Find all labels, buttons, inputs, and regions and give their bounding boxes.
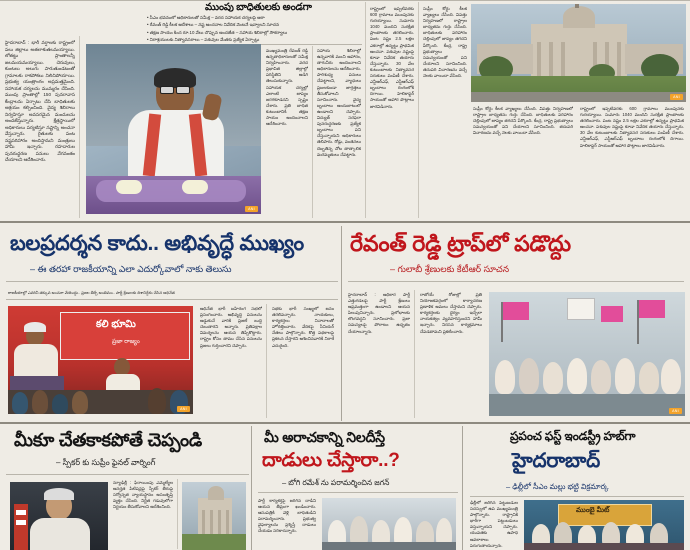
- rally-banner-text-2: ప్రజా రాజ్యం: [112, 339, 140, 345]
- rally-banner-text-1: కలి భూమి: [96, 319, 136, 330]
- top-column-6: సుప్రీం కోర్టు కీలక వ్యాఖ్యలు చేసింది. విపత్తు నిర్వహణలో రాష్ట్రాల బాధ్యతను గుర్తు చేసింది. బాధితులకు పరిహారం చెల్లింపులో జాప్యం తగదని పేర్కొంది. కేంద్ర, రాష్ట్ర ప్రభుత్వాలు సమన్వయంతో పని చేయాలని సూచించింది. తదుపరి విచారణను వచ్చే నెలకు వాయిదా వేసింది.: [473, 106, 573, 136]
- top-strip-headline: ముంపు బాధితులకు అండగా: [205, 2, 312, 13]
- mid-left-kicker: రాజకీయాల్లో ఎవరినీ తక్కువ అంచనా వేయొద్దు.. ప్రజల తీర్పే అంతిమం.. పార్టీ శ్రేణులకు దిశానిర్దేశం చేసిన అధినేత: [8, 290, 175, 295]
- bottom-right-headline-1: ప్రపంచ ఫస్ట్ ఇండస్ట్రీ హబ్‌గా: [510, 429, 636, 443]
- mid-left-subheadline: – ఈ తరహా రాజకీయాన్ని ఎలా ఎదుర్కోవాలో నాకు తెలుసు: [30, 264, 232, 274]
- bottom-center-subheadline: – బోగి రమేశ్ ను పరామర్శించిన జగన్: [282, 478, 390, 487]
- bullet-4: • నిరాశ్రయులకు నిత్యావసరాలు – పశువుల మేతకు ప్రత్యేక ఏర్పాట్లు: [147, 37, 260, 43]
- stage-board-text: ముంబై మీట్: [576, 507, 610, 514]
- mid-left-headline: బలప్రదర్శన కాదు.. అభివృద్ధే ముఖ్యం: [10, 232, 304, 255]
- photo-public-rally: [8, 306, 193, 414]
- photo-supreme-court: [471, 4, 686, 102]
- photo-credit-badge-3: ANI: [177, 406, 190, 412]
- photo-credit-badge-4: ANI: [669, 408, 682, 414]
- photo-speaker-portrait: [10, 482, 108, 550]
- top-column-7: రాష్ట్రంలో ఇప్పటివరకు 600 గ్రామాలు ముంపునకు గురయ్యాయి. సుమారు 1040 మందిని సురక్షిత ప్రాంతాలకు తరలించారు. పంట నష్టం 2.5 లక్షల ఎకరాల్లో ఉన్నట్టు ప్రాథమిక అంచనా. పశువుల నష్టంపై కూడా నివేదిక తయారు చేస్తున్నారు. 30 వేల కుటుంబాలకు నిత్యావసర సరుకులు పంపిణీ చేశారు. ఎన్డీఆర్ఎఫ్, ఎస్డీఆర్ఎఫ్ బృందాలు రంగంలోకి దిగాయి. హెలికాప్టర్ సాయంతో ఆహార పొట్లాలు జారవిడిచారు.: [580, 106, 684, 148]
- bottom-left-subheadline: – స్పీకర్ కు సుప్రీం ఫైనల్ వార్నింగ్: [56, 458, 156, 467]
- photo-protest-gathering: [489, 292, 685, 416]
- top-column-3: సహాయ శిబిరాల్లో ఉన్నవారికి మంచి ఆహారం, తాగునీరు అందించాలని అధికారులను ఆదేశించారు. పారిశుధ్య పనులు చేపట్టాలని, వ్యాధులు ప్రబలకుండా జాగ్రత్తలు తీసుకోవాలని సూచించారు. వైద్య బృందాలు అందుబాటులో ఉండాలని చెప్పారు. విద్యుత్ సరఫరా పునరుద్ధరణకు ప్రత్యేక బృందాలు పని చేస్తున్నాయని అధికారులు తెలిపారు. రోడ్లు, వంతెనలు దెబ్బతిన్న చోట తాత్కాలిక మరమ్మతులు చేపట్టారు.: [317, 48, 361, 157]
- bullet-1: • సీఎం భవనంలో అధికారులతో సమీక్ష – వరద సహాయక చర్యలపై ఆరా: [147, 15, 265, 20]
- bottom-left-headline: మీకూ చేతకాకపోతే చెప్పండి: [14, 430, 203, 450]
- bottom-right-subheadline: – ఢిల్లీలో సీఎం మల్లు భట్టి విక్రమార్క: [506, 482, 609, 491]
- photo-stage-event: [524, 500, 684, 550]
- mid-right-headline: రేవంత్ రెడ్డి ట్రాప్‌లో పడొద్దు: [350, 231, 571, 256]
- bottom-left-column: న్యూఢిల్లీ : ఫిరాయింపు ఎమ్మెల్యేల అనర్హత పిటిషన్లపై స్పీకర్ తీరుపై సర్వోన్నత న్యాయస్థానం అసంతృప్తి వ్యక్తం చేసింది. నిర్ణీత గడువులోగా నిర్ణయం తీసుకోవాలని ఆదేశించింది.: [113, 480, 173, 510]
- photo-leader-speaking: [86, 44, 261, 214]
- photo-hospital-visit: [322, 498, 456, 550]
- mid-right-column-2: రాబోయే రోజుల్లో ప్రతి నియోజకవర్గంలో కార్యాచరణ ప్రణాళిక అమలు చేస్తామని చెప్పారు. కార్యకర్తలకు ధైర్యం ఇచ్చేలా నాయకత్వం వ్యవహరిస్తుందని హామీ ఇచ్చారు. నిరసన కార్యక్రమాలు చేపడతామని ప్రకటించారు.: [420, 292, 482, 334]
- bottom-center-headline-2: దాడులు చేస్తారా..?: [262, 450, 400, 471]
- bullet-2: • రేవంత్ రెడ్డి కీలక ఆదేశాలు – నష్ట అంచనాల నివేదిక వెంటనే ఇవ్వాలని సూచన: [147, 22, 280, 28]
- mid-center-column: సభకు భారీ సంఖ్యలో జనం తరలివచ్చారు. నాయకులు, కార్యకర్తలు నినాదాలతో హోరెత్తించారు. వేదికపై సీనియర్ నేతలు పాల్గొన్నారు. కొత్త పథకాలపై ప్రకటన చేస్తారని ఆశించినవారికి నిరాశే ఎదురైంది.: [272, 306, 334, 348]
- bottom-center-headline-1: మీ అరాచకాన్ని నిలదీస్తే: [264, 429, 385, 445]
- mid-right-subheadline: – గులాబీ శ్రేణులకు కేటీఆర్ సూచన: [390, 264, 510, 274]
- bottom-right-column: ఢిల్లీలో జరిగిన పెట్టుబడుల సదస్సులో ఉప ముఖ్యమంత్రి పాల్గొన్నారు. రాష్ట్రానికి భారీగా పెట్టుబడులు వస్తున్నాయని చెప్పారు. యువతకు ఉపాధి అవకాశాలు పెరుగుతాయన్నారు.: [470, 500, 518, 548]
- bullet-3: • తక్షణ సాయం కింద రూ.10 వేలు చొప్పున అందజేత – సహాయ శిబిరాల్లో సౌకర్యాలు: [147, 29, 288, 35]
- bottom-right-headline-2: హైదరాబాద్: [512, 450, 601, 472]
- mid-left-column: అధినేత భారీ బహిరంగ సభలో ప్రసంగించారు. అభివృద్ధి పనులను అడ్డుకునే వారికి ప్రజలే బుద్ధి చెబుతారని అన్నారు. ప్రతిపక్షాల విమర్శలను ఆయన తిప్పికొట్టారు. రాష్ట్రం కోసం తాము చేసిన పనులను ప్రజలు గుర్తించారని చెప్పారు.: [200, 306, 262, 348]
- photo-court-building-small: [182, 482, 246, 550]
- photo-credit-badge-2: ANI: [670, 94, 683, 100]
- top-column-5: సుప్రీం కోర్టు కీలక వ్యాఖ్యలు చేసింది. విపత్తు నిర్వహణలో రాష్ట్రాల బాధ్యతను గుర్తు చేసింది. బాధితులకు పరిహారం చెల్లింపులో జాప్యం తగదని పేర్కొంది. కేంద్ర, రాష్ట్ర ప్రభుత్వాలు సమన్వయంతో పని చేయాలని సూచించింది. తదుపరి విచారణను వచ్చే నెలకు వాయిదా వేసింది.: [423, 6, 467, 79]
- top-left-column: హైదరాబాద్ : భారీ వర్షాలకు రాష్ట్రంలో పలు జిల్లాలు అతలాకుతలమయ్యాయి. లోతట్టు ప్రాంతాలన్నీ జలమయమయ్యాయి. చెరువులు, కుంటలు అలుగు పారుతుండటంతో గ్రామాలకు రాకపోకలు నిలిచిపోయాయి. ప్రభుత్వ యంత్రాంగం అప్రమత్తమైంది. సహాయక చర్యలను ముమ్మరం చేసింది. ముంపు ప్రాంతాల్లో 150 పునరావాస కేంద్రాలను ఏర్పాటు చేసి బాధితులకు ఆశ్రయం కల్పించింది. వైద్య శిబిరాలు నిర్వహిస్తూ అవసరమైన మందులను అందజేస్తున్నారు. క్షేత్రస్థాయిలో అధికారులు పర్యటిస్తూ నష్టాన్ని అంచనా వేస్తున్నారు. రైతులకు పంట నష్టపరిహారం అందిస్తామని మంత్రులు హామీ ఇచ్చారు. రహదారుల పునరుద్ధరణ పనులు వేగవంతం చేయాలని ఆదేశించారు.: [5, 40, 75, 163]
- top-center-column: ముఖ్యమంత్రి రేవంత్ రెడ్డి ఉన్నతాధికారులతో సమీక్ష నిర్వహించారు. వరద ప్రభావిత జిల్లాల్లో పరిస్థితిని అడిగి తెలుసుకున్నారు. సహాయక చర్యల్లో ఎలాంటి జాప్యం జరగకూడదని స్పష్టం చేశారు. ప్రతి బాధిత కుటుంబానికి తక్షణ సాయం అందించాలని ఆదేశించారు.: [266, 48, 308, 127]
- mid-right-column-1: హైదరాబాద్ : అధికార పార్టీ ఎత్తుగడలపై పార్టీ శ్రేణులు అప్రమత్తంగా ఉండాలని ఆయన పిలుపునిచ్చారు. ప్రలోభాలకు లొంగవద్దని సూచించారు. ప్రజా సమస్యలపై పోరాటం ఉధృతం చేయాలన్నారు.: [348, 292, 410, 334]
- top-column-4: రాష్ట్రంలో ఇప్పటివరకు 600 గ్రామాలు ముంపునకు గురయ్యాయి. సుమారు 1040 మందిని సురక్షిత ప్రాంతాలకు తరలించారు. పంట నష్టం 2.5 లక్షల ఎకరాల్లో ఉన్నట్టు ప్రాథమిక అంచనా. పశువుల నష్టంపై కూడా నివేదిక తయారు చేస్తున్నారు. 30 వేల కుటుంబాలకు నిత్యావసర సరుకులు పంపిణీ చేశారు. ఎన్డీఆర్ఎఫ్, ఎస్డీఆర్ఎఫ్ బృందాలు రంగంలోకి దిగాయి. హెలికాప్టర్ సాయంతో ఆహార పొట్లాలు జారవిడిచారు.: [370, 6, 414, 109]
- top-bullets: [147, 14, 362, 44]
- photo-credit-badge-1: ANI: [245, 206, 258, 212]
- bottom-center-column: పార్టీ కార్యకర్తపై జరిగిన దాడిని ఆయన తీవ్రంగా ఖండించారు. ఆసుపత్రికి వెళ్లి బాధితుడిని పరామర్శించారు. ప్రభుత్వ వైఫల్యాలను ప్రశ్నిస్తే దాడులు చేయడం సరికాదన్నారు.: [258, 498, 316, 534]
